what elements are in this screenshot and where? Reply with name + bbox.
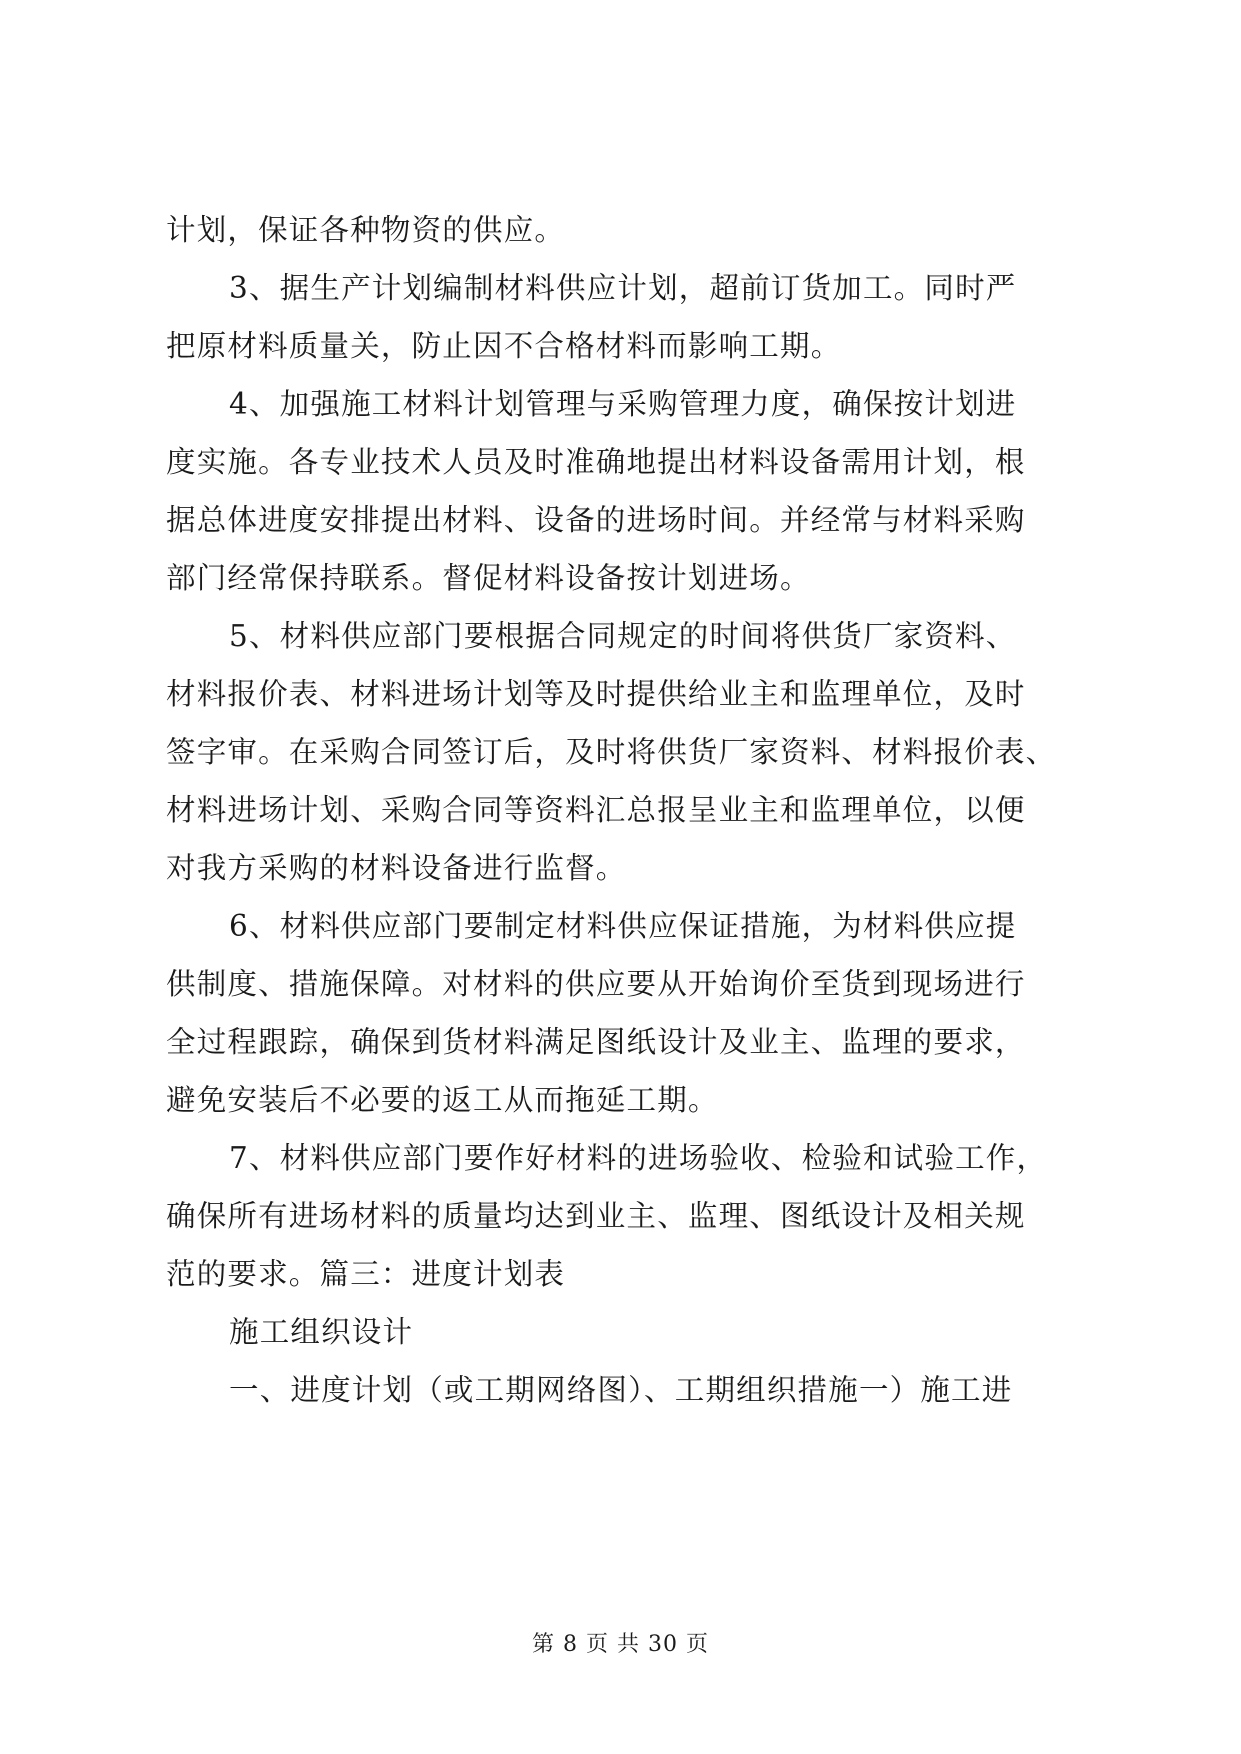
text-line: 7、材料供应部门要作好材料的进场验收、检验和试验工作， [229,1141,1048,1175]
text-line: 供制度、措施保障。对材料的供应要从开始询价至货到现场进行 [166,967,1026,1001]
text-line: 施工组织设计 [229,1315,414,1349]
text-line: 材料进场计划、采购合同等资料汇总报呈业主和监理单位，以便 [166,793,1026,827]
text-line: 对我方采购的材料设备进行监督。 [166,851,627,885]
text-line: 5、材料供应部门要根据合同规定的时间将供货厂家资料、 [229,619,1017,653]
text-line: 签字审。在采购合同签订后，及时将供货厂家资料、材料报价表、 [166,735,1057,769]
text-line: 确保所有进场材料的质量均达到业主、监理、图纸设计及相关规 [166,1199,1026,1233]
text-line: 一、进度计划（或工期网络图）、工期组织措施一）施工进 [229,1373,1013,1407]
text-line: 把原材料质量关，防止因不合格材料而影响工期。 [166,329,842,363]
page-number-footer: 第 8 页 共 30 页 [532,1632,709,1657]
text-line: 避免安装后不必要的返工从而拖延工期。 [166,1083,719,1117]
text-line: 6、材料供应部门要制定材料供应保证措施，为材料供应提 [229,909,1017,943]
text-line: 计划，保证各种物资的供应。 [166,213,566,247]
text-line: 度实施。各专业技术人员及时准确地提出材料设备需用计划，根 [166,445,1026,479]
text-line: 部门经常保持联系。督促材料设备按计划进场。 [166,561,811,595]
text-line: 据总体进度安排提出材料、设备的进场时间。并经常与材料采购 [166,503,1026,537]
text-line: 材料报价表、材料进场计划等及时提供给业主和监理单位，及时 [166,677,1026,711]
text-line: 4、加强施工材料计划管理与采购管理力度，确保按计划进 [229,387,1017,421]
text-line: 范的要求。篇三：进度计划表 [166,1257,566,1291]
text-line: 全过程跟踪，确保到货材料满足图纸设计及业主、监理的要求， [166,1025,1026,1059]
text-line: 3、据生产计划编制材料供应计划，超前订货加工。同时严 [229,271,1017,305]
